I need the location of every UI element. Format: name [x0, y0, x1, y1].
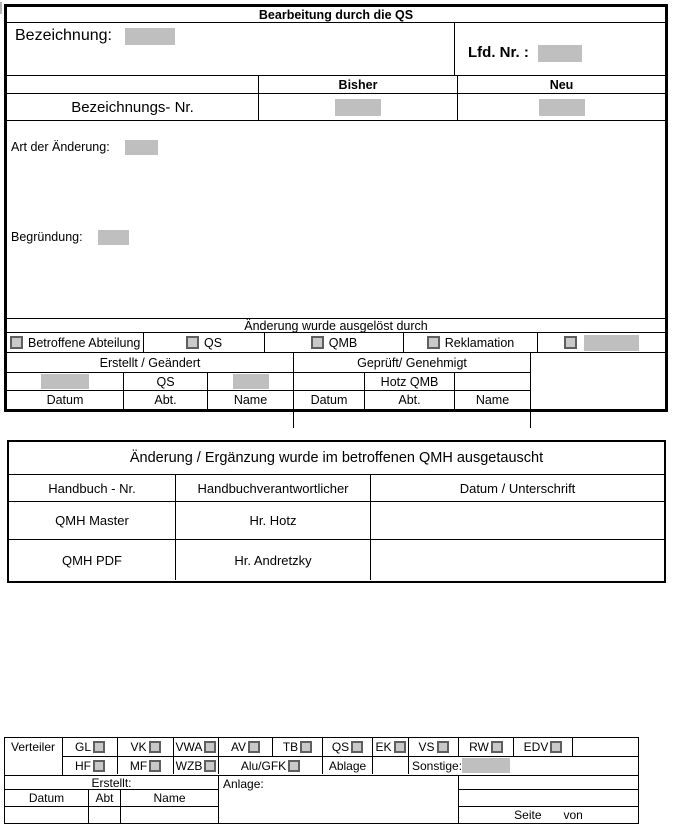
erstellt-col-abt: Abt.: [123, 391, 207, 409]
checkbox-tb[interactable]: [300, 741, 312, 753]
checkbox-qs[interactable]: [186, 336, 199, 349]
verteiler-label-qs: QS: [331, 740, 350, 754]
seite-cell-2: [459, 790, 638, 807]
bezeichnungs-nr-label: Bezeichnungs- Nr.: [71, 98, 194, 116]
qmh-pdf-handbuch: QMH PDF: [62, 552, 122, 568]
checkbox-vwa[interactable]: [204, 741, 216, 753]
checkbox-trigger-sonstige[interactable]: [564, 336, 577, 349]
verteiler-cell-qs: [323, 738, 373, 756]
checkbox-vk[interactable]: [149, 741, 161, 753]
anlage-label: Anlage:: [223, 777, 264, 791]
seite-cell-1: [459, 776, 638, 790]
verteiler-cell-hf: [63, 757, 118, 774]
art-der-aenderung-line: [11, 140, 158, 155]
verteiler-label-tb: TB: [282, 740, 299, 754]
begruendung-field[interactable]: [98, 230, 129, 245]
geprueft-abt-value: Hotz QMB: [364, 373, 454, 390]
verteiler-col-name: Name: [153, 791, 186, 805]
verteiler-cell-ek: [373, 738, 409, 756]
seite-block: [459, 776, 638, 823]
sonstige-field[interactable]: [462, 758, 510, 773]
begruendung-line: [11, 230, 129, 245]
erstellt-col-datum: Datum: [46, 393, 84, 407]
lfd-nr-field[interactable]: [538, 45, 582, 62]
qmh-pdf-verantwortlicher: Hr. Andretzky: [175, 540, 370, 580]
erstellt-block: [7, 353, 293, 428]
anlage-cell: [219, 776, 459, 823]
verteiler-label-wzb: WZB: [175, 758, 203, 773]
verteiler-label-rw: RW: [469, 740, 489, 754]
lfd-nr-label: Lfd. Nr. :: [468, 44, 529, 61]
verteiler-cell-row2-empty: [373, 757, 409, 774]
verteiler-cell-edv: [514, 738, 573, 756]
geprueft-datum-cell: [294, 373, 364, 390]
checkbox-alugfk[interactable]: [288, 760, 300, 772]
erstellt-header: Erstellt / Geändert: [7, 353, 293, 373]
verteiler-label-av: AV: [230, 740, 247, 754]
aenderung-detail-cell: [7, 121, 665, 319]
art-der-aenderung-field[interactable]: [125, 140, 158, 155]
checkbox-hf[interactable]: [93, 760, 105, 772]
trigger-label-betroffene-abteilung: Betroffene Abteilung: [28, 335, 141, 350]
checkbox-ek[interactable]: [394, 741, 406, 753]
trigger-cell-qs: [143, 333, 264, 352]
checkbox-qmb[interactable]: [311, 336, 324, 349]
checkbox-betroffene-abteilung[interactable]: [10, 336, 23, 349]
trigger-label-qs: QS: [203, 335, 223, 350]
verteiler-label: Verteiler: [5, 738, 63, 775]
verteiler-table: [4, 737, 639, 824]
trigger-cell-sonstige: [537, 333, 665, 352]
qmh-col-handbuch-nr: Handbuch - Nr.: [48, 480, 136, 496]
signature-section: [7, 353, 665, 428]
qmh-pdf-datum-cell: [370, 540, 664, 580]
von-label: von: [563, 808, 583, 822]
checkbox-av[interactable]: [248, 741, 260, 753]
col-header-neu: Neu: [457, 76, 665, 93]
geprueft-name-cell: [454, 373, 530, 390]
checkbox-mf[interactable]: [149, 760, 161, 772]
seite-label: Seite: [514, 808, 542, 822]
trigger-label-qmb: QMB: [328, 335, 358, 350]
qs-form-table: [4, 4, 668, 412]
trigger-cell-betroffene-abteilung: [7, 333, 143, 352]
verteiler-cell-av: [219, 738, 273, 756]
bezeichnung-cell: [7, 23, 454, 75]
erstellt-datum-cell: [7, 373, 123, 390]
erstellt-name-field[interactable]: [233, 374, 269, 389]
art-der-aenderung-label: Art der Änderung:: [11, 140, 110, 154]
verteiler-label-vs: VS: [418, 740, 435, 754]
verteiler-cell-vs: [409, 738, 459, 756]
bezeichnung-label: Bezeichnung:: [15, 27, 112, 44]
geprueft-col-abt: Abt.: [364, 391, 454, 409]
trigger-sonstige-field[interactable]: [584, 335, 639, 351]
erstellt-bottom-block: [5, 776, 219, 823]
verteiler-datum-input-cell: [5, 807, 89, 823]
qs-form-title-row: [7, 7, 665, 23]
verteiler-name-input-cell: [121, 807, 218, 823]
verteiler-cell-mf: [118, 757, 174, 774]
verteiler-cell-tb: [273, 738, 323, 756]
verteiler-cell-ablage: Ablage: [323, 757, 373, 774]
verteiler-col-abt: Abt: [89, 790, 121, 806]
checkbox-rw[interactable]: [491, 741, 503, 753]
verteiler-cell-vk: [118, 738, 174, 756]
trigger-label-reklamation: Reklamation: [444, 335, 515, 350]
qs-form-title: Bearbeitung durch die QS: [258, 7, 414, 22]
verteiler-cell-sonstige: [409, 757, 638, 774]
verteiler-label-alugfk: Alu/GFK: [240, 758, 287, 773]
begruendung-label: Begründung:: [11, 230, 83, 244]
bezeichnung-field[interactable]: [125, 28, 175, 45]
erstellt-datum-field[interactable]: [41, 374, 89, 389]
geprueft-block: [293, 353, 530, 428]
bisher-neu-spacer-cell: [7, 76, 258, 93]
verteiler-label-mf: MF: [129, 758, 148, 773]
verteiler-label-edv: EDV: [523, 740, 549, 754]
verteiler-col-datum: Datum: [5, 790, 89, 806]
geprueft-col-name: Name: [454, 391, 530, 409]
geprueft-header: Geprüft/ Genehmigt: [294, 353, 530, 373]
seite-von-cell: [459, 807, 638, 823]
verteiler-cell-wzb: [174, 757, 219, 774]
erstellt-name-cell: [207, 373, 293, 390]
verteiler-label-gl: GL: [74, 740, 91, 754]
trigger-cell-reklamation: [403, 333, 537, 352]
lfd-nr-cell: [454, 23, 665, 75]
sonstige-label: Sonstige:: [412, 758, 463, 773]
erstellt-abt-value: QS: [123, 373, 207, 390]
checkbox-reklamation[interactable]: [427, 336, 440, 349]
bezeichnungs-nr-neu-cell: [457, 94, 665, 120]
verteiler-label-vwa: VWA: [175, 740, 203, 754]
ausgeloest-header: Änderung wurde ausgelöst durch: [7, 319, 665, 333]
qmh-col-verantwortlicher: Handbuchverantwortlicher: [175, 475, 370, 501]
verteiler-label-vk: VK: [130, 740, 147, 754]
qmh-table: [7, 440, 666, 583]
checkbox-wzb[interactable]: [204, 760, 216, 772]
verteiler-abt-input-cell: [89, 807, 121, 823]
qmh-table-title: Änderung / Ergänzung wurde im betroffenen QMH ausgetauscht: [9, 442, 664, 475]
checkbox-edv[interactable]: [550, 741, 562, 753]
erstellt-bottom-label: Erstellt:: [5, 776, 218, 790]
bezeichnungs-nr-neu-field[interactable]: [539, 99, 585, 116]
col-header-bisher: Bisher: [258, 76, 457, 93]
verteiler-cell-rw: [459, 738, 514, 756]
bezeichnungs-nr-bisher-cell: [258, 94, 457, 120]
verteiler-label-ek: EK: [375, 740, 392, 754]
qmh-master-handbuch: QMH Master: [55, 513, 129, 528]
verteiler-cell-row1-empty: [573, 738, 638, 756]
verteiler-cell-alugfk: [219, 757, 323, 774]
qmh-col-datum-unterschrift: Datum / Unterschrift: [370, 475, 664, 501]
bezeichnungs-nr-bisher-field[interactable]: [335, 99, 381, 116]
verteiler-cell-gl: [63, 738, 118, 756]
checkbox-gl[interactable]: [93, 741, 105, 753]
checkbox-vs[interactable]: [437, 741, 449, 753]
checkbox-verteiler-qs[interactable]: [351, 741, 363, 753]
qmh-row-master: [9, 502, 664, 540]
qmh-row-pdf: [9, 540, 664, 580]
signature-extra-cell: [530, 353, 665, 428]
erstellt-col-name: Name: [207, 391, 293, 409]
qmh-master-datum-cell: [370, 502, 664, 539]
verteiler-cell-vwa: [174, 738, 219, 756]
trigger-cell-qmb: [264, 333, 403, 352]
page-margin-mark: [0, 2, 2, 14]
geprueft-col-datum: Datum: [310, 393, 348, 407]
verteiler-label-hf: HF: [75, 758, 91, 773]
qmh-master-verantwortlicher: Hr. Hotz: [175, 502, 370, 539]
